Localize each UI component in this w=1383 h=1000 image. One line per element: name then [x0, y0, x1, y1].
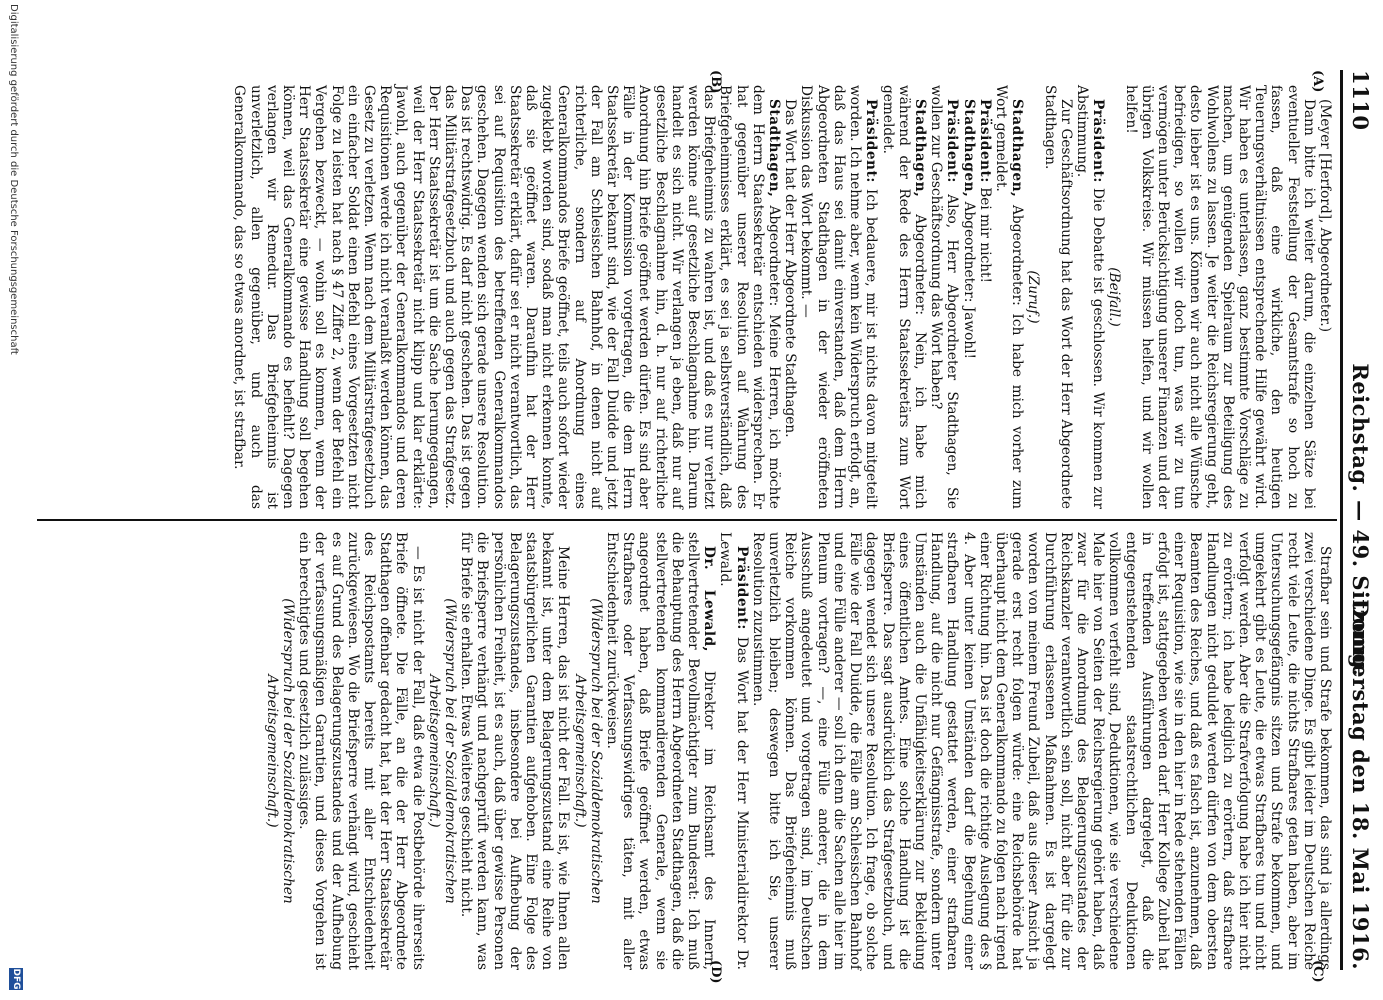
margin-mark-b: (B) [708, 70, 723, 94]
margin-mark-a: (A) [1310, 70, 1325, 93]
right-column [264, 532, 1333, 970]
interjection-text: (Widerspruch bei der Sozialdemokratischen Arbeitsgemeinschaft.) [571, 598, 604, 904]
speech-paragraph [604, 532, 717, 970]
paragraph-text: Meine Herren, das ist nicht der Fall. Es ist, wie Ihnen allen bekannt ist, unter dem Belagerungszustand eine Reihe von staatsbürgerlichen Garantien aufgehoben. Eine Folge des Belagerungszustandes, insbesondere bei Aufhebung der persönlichen Freiheit, ist es auch, daß über gewisse Personen die Briefsperre verhängt und nachgeprüft werden kann, was für Briefe sie erhalten. Etwas Weiteres geschieht nicht. [458, 532, 572, 970]
speech-text: Abgeordneter: Nein, ich habe mich während der Rede des Herrn Staatssekretärs zum Wort gemeldet. [879, 85, 928, 509]
body-paragraph [1122, 85, 1316, 509]
speaker-name: Stadthagen, [911, 99, 928, 198]
speech-paragraph [798, 85, 879, 509]
speaker-name: Stadthagen, [766, 99, 783, 198]
session-date: Donnerstag den 18. Mai 1916. [1348, 599, 1373, 970]
speaker-name: Stadthagen, [960, 99, 977, 198]
margin-mark-d: (D) [708, 960, 723, 984]
dfg-logo: DFG [11, 968, 21, 990]
page-number: 1110 [1348, 70, 1373, 131]
interjection-text: (Zuruf.) [1025, 270, 1042, 324]
speaker-name: Präsident: [944, 99, 961, 183]
speech-text: Bei mir nicht! [976, 187, 993, 284]
left-column [231, 85, 1333, 509]
speech-text: Also, Herr Abgeordneter Stadthagen, Sie wollen zur Geschäftsordnung das Wort haben? [928, 85, 961, 509]
speech-text: Das Wort hat der Herr Ministerialdirektor Dr. Lewald. [717, 532, 750, 970]
speech-paragraph [1074, 85, 1106, 509]
paragraph-text: Zur Geschäftsordnung hat das Wort der Herr Abgeordnete Stadthagen. [1041, 85, 1074, 509]
interjection [571, 532, 603, 970]
paragraph-text: (Meyer [Herford], Abgeordneter.) [1317, 99, 1333, 333]
page-title: Reichstag. — 49. Sitzung. [1348, 363, 1373, 677]
footer-credit: Digitalisierung gefördert durch die Deutsche Forschungsgemeinschaft [8, 4, 19, 355]
speech-paragraph [977, 85, 993, 509]
speech-paragraph [231, 85, 782, 509]
speaker-name: Präsident: [863, 99, 880, 183]
speech-paragraph [993, 85, 1025, 509]
page-footer [3, 0, 27, 1000]
speech-paragraph [928, 85, 960, 509]
body-paragraph [296, 532, 426, 970]
margin-mark-c: (C) [1310, 960, 1325, 983]
interjection [1106, 85, 1122, 509]
speech-text: Direktor im Reichsamt des Innern, stellvertretender Bevollmächtigter zum Bundesrat: Ich muß die Behauptung des Herrn Abgeordneten Stadthagen, daß die stellvertretenden kommandierenden Generale, wenn sie angeordnet haben, daß Briefe geöffnet werden, etwas Strafbares oder Verfassungswidriges täten, mit aller Entschiedenheit zurückweisen. [604, 532, 718, 971]
speech-text: Die Debatte ist geschlossen. Wir kommen zur Abstimmung. [1073, 85, 1107, 509]
paragraph-text: Strafbar sein und Strafe bekommen, das sind ja allerdings zwei verschiedene Dinge. Es gibt leider im Deutschen Reiche recht viele Leute, die nichts Strafbares getan haben, aber im Untersuchungsgefängnis sitzen und Strafe bekommen, und umgekehrt gibt es Leute, die etwas Strafbares tun und nicht verfolgt werden. Aber die Strafverfolgung habe ich hier nicht zu erörtern; ich habe lediglich zu erörtern, daß strafbare Handlungen nicht geduldet werden dürfen von dem obersten Beamten des Reiches, und daß es falsch ist, anzunehmen, daß einer Requisition, wie sie in den hier in Rede stehenden Fällen erfolgt ist, stattgegeben werden darf. Herr Kollege Zubeil hat in treffenden Ausführungen dargelegt, daß die entgegenstehenden staatsrechtlichen Deduktionen vollkommen verfehlt sind, Deduktionen, wie sie verschiedene Male hier von Seiten der Reichsregierung gehört haben, daß zwar für die Anordnung des Belagerungszustandes der Reichskanzler verantwortlich sein soll, nicht aber für die zur Durchführung erlassenen Maßnahmen. Es ist dargelegt worden von meinem Freund Zubeil, daß aus dieser Ansicht ja gerade erst recht folgen würde: eine Reichsbehörde hat überhaupt nicht dem Generalkommando zu folgen nach irgend einer Richtung hin. Das ist doch die richtige Auslegung des § 4. Aber unter keinen Umständen darf die Begehung einer strafbaren Handlung gestattet werden, einer strafbaren Handlung, auf die nicht nur Gefängnisstrafe, sondern unter Umständen auch die Unfähigkeitserklärung zur Bekleidung eines öffentlichen Amtes. Eine solche Handlung ist die Briefsperre. Das sagt ausdrücklich das Strafgesetzbuch, und dagegen wendet sich unsere Resolution. Ich frage, ob solche Fälle wie der Fall Duidde, die Fälle am Schlesischen Bahnhof und eine Fülle anderer — soll ich denn die Sachen alle hier im Plenum vortragen? —, eine Fülle anderer, die in dem Ausschuß angedeutet und vorgetragen sind, im Deutschen Reiche vorkommen können. Das Briefgeheimnis muß unverletzlich bleiben; deswegen bitte ich Sie, unserer Resolution zuzustimmen. [749, 532, 1333, 970]
page-header [1343, 70, 1377, 970]
body-paragraph [1041, 85, 1073, 509]
speaker-name: Stadthagen, [1009, 99, 1026, 198]
interjection-text: (Widerspruch bei der Sozialdemokratischen Arbeitsgemeinschaft.) [425, 598, 459, 904]
body-paragraph [750, 532, 1333, 970]
interjection [426, 532, 458, 970]
speech-text: Abgeordneter: Ich habe mich vorher zum Wort gemeldet. [992, 85, 1026, 509]
interjection-text: (Widerspruch bei der Sozialdemokratischen Arbeitsgemeinschaft.) [263, 598, 296, 904]
paragraph-text: Das Wort hat der Herr Abgeordnete Stadthagen. [782, 99, 799, 438]
speaker-name: Präsident: [976, 99, 993, 183]
paragraph-text: — Es ist nicht der Fall, daß etwa die Postbehörde ihrerseits Briefe öffnete. Die Fälle, an die der Herr Abgeordnete Stadthagen offenbar gedacht hat, hat der Herr Staatssekretär des Reichspostamts bereits mit aller Entschiedenheit zurückgewiesen. Wo die Briefsperre verhängt wird, geschieht es auf Grund des Belagerungszustandes und der Aufhebung der verfassungsmäßigen Garantien, und dieses Vorgehen ist ein berechtigtes und gesetzlich zulässiges. [296, 532, 426, 970]
body-paragraph [1317, 85, 1333, 509]
speech-paragraph [717, 532, 749, 970]
paragraph-text: Dann bitte ich weiter darum, die einzelnen Sätze bei eventueller Feststellung der Gesamtstrafe so hoch zu fassen, daß eine wirkliche, den heutigen Teuerungsverhältnissen entsprechende Hilfe gewährt wird. Wir haben es unterlassen, ganz bestimmte Vorschläge zu machen, um genügenden Spielraum zur Beteiligung des Wohlwollens zu lassen. Je weiter die Reichsregierung geht, desto lieber ist es uns. Können wir auch nicht alle Wünsche befriedigen, so wollen wir doch tun, was wir zu tun vermögen unter Berücksichtigung unserer Finanzen und der übrigen Volkskreise. Wir müssen helfen, und wir wollen helfen! [1122, 85, 1317, 509]
speech-text: Abgeordneter: Meine Herren, ich möchte dem Herrn Staatssekretär entschieden widersprechen. Er hat gegenüber unserer Resolution auf Wahrung des Briefgeheimnisses erklärt, es sei ja selbstverständlich, daß das Briefgeheimnis zu wahren ist, und daß es nur verletzt werden könne auf gesetzliche Beschlagnahme hin. Darum handelt es sich nicht. Wir verlangen ja eben, daß nur auf gesetzliche Beschlagnahme hin, d. h. nur auf richterliche Anordnung hin Briefe geöffnet werden dürfen. Es sind aber Fälle in der Kommission vorgetragen, die dem Herrn Staatssekretär bekannt sind, wie der Fall Duidde und jetzt der Fall am Schlesischen Bahnhof, in denen nicht auf richterliche, sondern auf Anordnung eines Generalkommandos Briefe geöffnet, teils auch sofort wieder zugeklebt worden sind, sodaß man nicht erkennen konnte, daß sie geöffnet waren. Daraufhin hat der Herr Staatssekretär erklärt, dafür sei er nicht verantwortlich, das sei auf Requisition des betreffenden Generalkommandos geschehen. Dagegen wenden sich gerade unsere Resolution. Das ist rechtswidrig. Es darf nicht geschehen. Das ist gegen das Militärstrafgesetzbuch und auch gegen das Strafgesetz. Der Herr Staatssekretär ist um die Sache herumgegangen, weil der Herr Staatssekretär nicht klipp und klar erklärte: Jawohl, auch gegenüber der Generalkommandos und deren Requisitionen werde ich nicht veranlaßt werden können, das Gesetz zu verletzen. Wenn nach dem Militärstrafgesetzbuch ein einfacher Soldat einen Befehl eines Vorgesetzten nicht Folge zu leisten hat nach § 47 Ziffer 2, wenn der Befehl ein Vergehen bezweckt, — wohin soll es kommen, wenn der Herr Staatssekretär eine gewisse Handlung soll begehen können, weil das Generalkommando es befiehlt? Dagegen verlangen wir Remedur. Das Briefgeheimnis ist unverletzlich, allen gegenüber, und auch das Generalkommando, das so etwas anordnet, ist strafbar. [231, 85, 783, 509]
body-paragraph [458, 532, 571, 970]
speaker-name: Präsident: [1090, 99, 1107, 183]
speech-paragraph [879, 85, 928, 509]
interjection [1025, 85, 1041, 509]
interjection-text: (Beifall.) [1106, 267, 1123, 327]
speech-paragraph [960, 85, 976, 509]
body-paragraph [782, 85, 798, 509]
header-rule [1340, 70, 1343, 970]
column-divider [37, 519, 1337, 521]
speaker-name: Präsident: [733, 546, 750, 630]
interjection [264, 532, 296, 970]
speech-text: Ich bedauere, mir ist nichts davon mitgeteilt worden. Ich nehme aber, wenn kein Widerspruch erfolgt, an, daß das Haus sei damit einverstanden, daß dem Herrn Abgeordneten Stadthagen in der wieder eröffneten Diskussion das Wort bekommt. — [798, 85, 880, 509]
speech-text: Abgeordneter: Jawohl! [960, 201, 977, 360]
speaker-name: Dr. Lewald, [701, 546, 718, 652]
